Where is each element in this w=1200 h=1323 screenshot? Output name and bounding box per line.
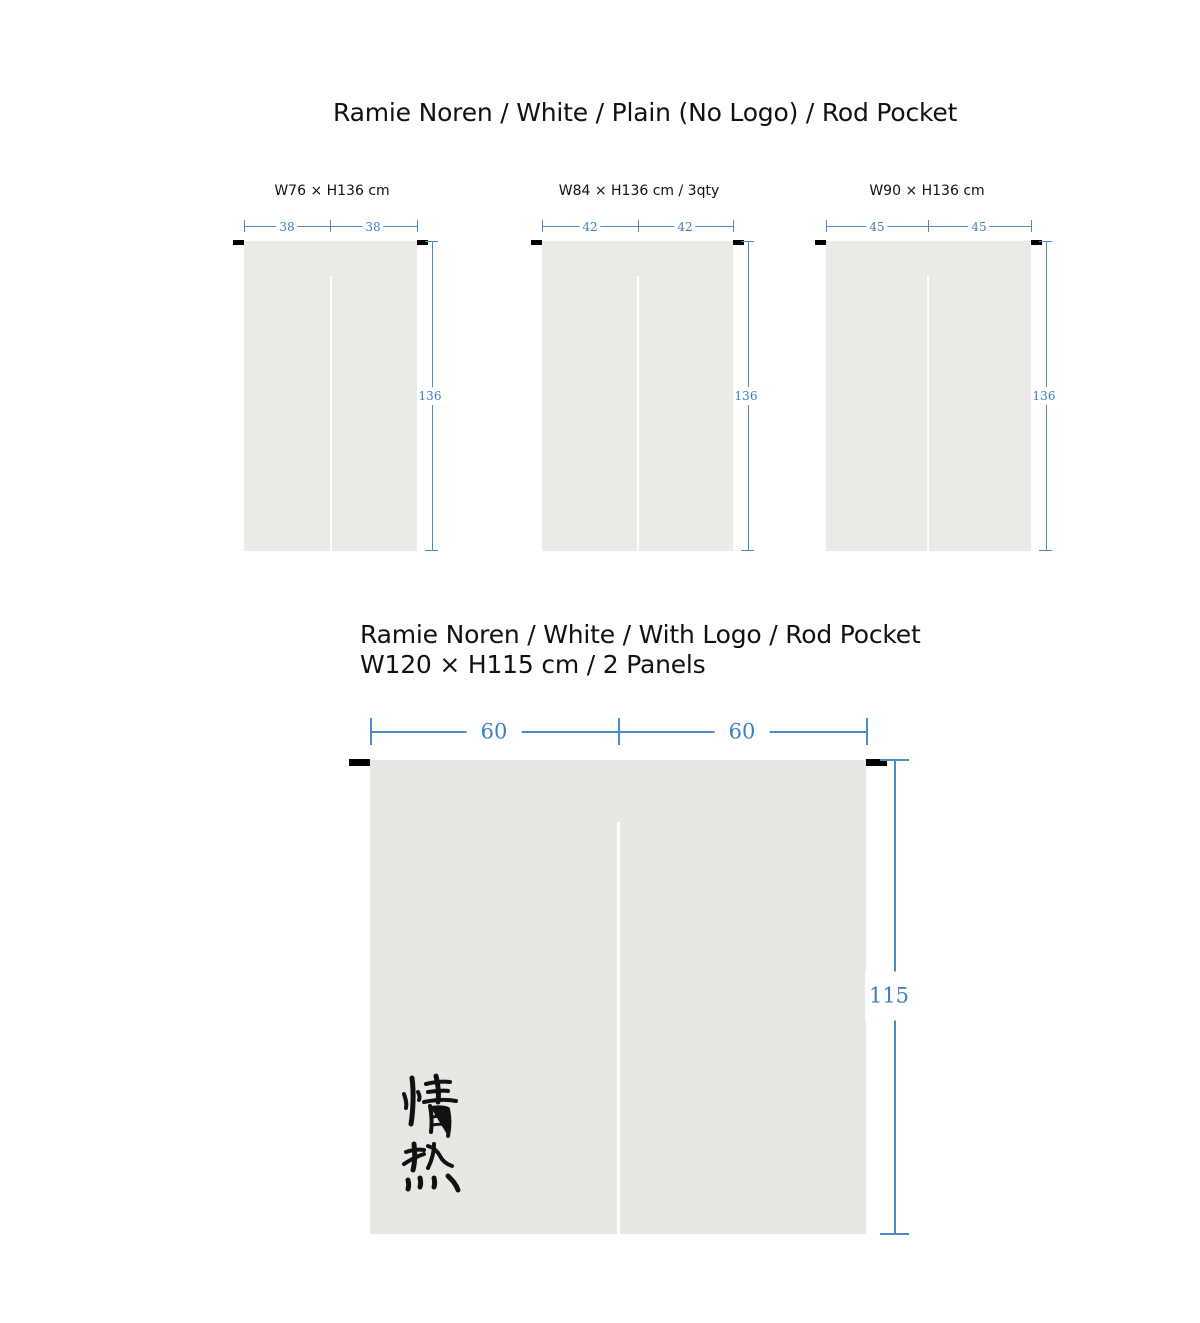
dimension-tick (425, 241, 438, 242)
dimension-tick (618, 718, 620, 745)
height-value: 136 (418, 389, 442, 403)
dimension-tick (1031, 220, 1032, 232)
dimension-tick (638, 220, 639, 232)
dimension-tick (866, 718, 868, 745)
dimension-tick (741, 241, 754, 242)
rod-end-left (349, 759, 370, 766)
calligraphy-logo (398, 1072, 468, 1202)
top-title: Ramie Noren / White / Plain (No Logo) / Rod Pocket (333, 98, 958, 127)
half-width-value: 42 (674, 221, 695, 233)
dimension-tick (542, 220, 543, 232)
height-value: 136 (1032, 389, 1056, 403)
half-width-value: 38 (362, 221, 383, 233)
dimension-tick (826, 220, 827, 232)
half-width-value: 60 (715, 722, 770, 743)
height-value: 136 (734, 389, 758, 403)
width-dimension-line (826, 226, 1032, 227)
variant-size-label: W76 × H136 cm (274, 183, 390, 199)
rod-end-left (531, 240, 542, 245)
center-slit (330, 276, 332, 551)
bottom-title-line1: Ramie Noren / White / With Logo / Rod Pocket (360, 620, 921, 649)
half-width-value: 60 (467, 722, 522, 743)
dimension-tick (1039, 550, 1052, 551)
center-slit (927, 276, 929, 551)
dimension-tick (741, 550, 754, 551)
height-value: 115 (865, 972, 913, 1021)
dimension-tick (330, 220, 331, 232)
half-width-value: 38 (276, 221, 297, 233)
half-width-value: 45 (866, 221, 887, 233)
dimension-tick (244, 220, 245, 232)
dimension-tick (425, 550, 438, 551)
half-width-value: 42 (579, 221, 600, 233)
dimension-tick (880, 1233, 909, 1235)
rod-end-left (815, 240, 826, 245)
variant-size-label: W90 × H136 cm (869, 183, 985, 199)
width-dimension-line (244, 226, 418, 227)
half-width-value: 45 (968, 221, 989, 233)
dimension-tick (417, 220, 418, 232)
center-slit (617, 822, 620, 1234)
rod-end-left (233, 240, 244, 245)
dimension-tick (928, 220, 929, 232)
dimension-tick (370, 718, 372, 745)
center-slit (637, 276, 639, 551)
dimension-tick (1039, 241, 1052, 242)
dimension-tick (880, 759, 909, 761)
dimension-tick (733, 220, 734, 232)
bottom-title-line2: W120 × H115 cm / 2 Panels (360, 650, 706, 679)
variant-size-label: W84 × H136 cm / 3qty (558, 183, 720, 199)
